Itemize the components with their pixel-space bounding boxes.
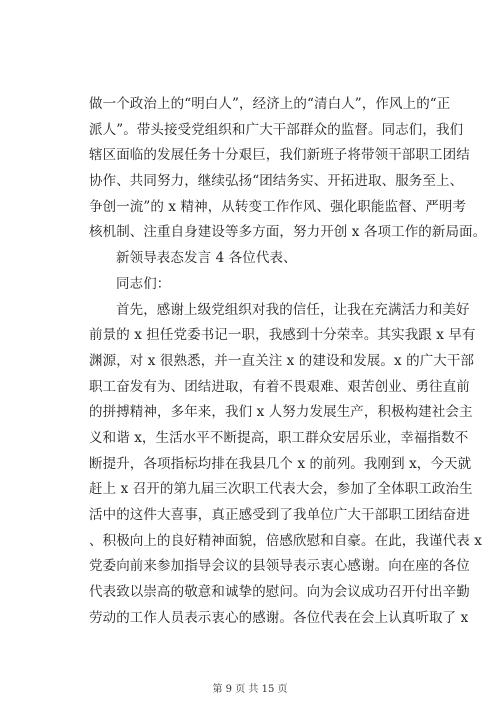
- text-line: 派人”。带头接受党组织和广大干部群众的监督。同志们，我们: [89, 121, 464, 138]
- text-line: 、积极向上的良好精神面貌，倍感欣慰和自豪。在此，我谨代表 x: [89, 532, 482, 549]
- text-line: 职工奋发有为、团结进取，有着不畏艰难、艰苦创业、勇往直前: [89, 378, 470, 395]
- text-line: 义和谐 x，生活水平不断提高，职工群众安居乐业，幸福指数不: [89, 429, 469, 446]
- text-line: 党委向前来参加指导会议的县领导表示衷心感谢。向在座的各位: [89, 558, 470, 575]
- text-line: 核机制、注重自身建设等多方面，努力开创 x 各项工作的新局面。: [89, 224, 487, 241]
- text-line: 赶上 x 召开的第九届三次职工代表大会，参加了全体职工政治生: [89, 481, 473, 498]
- text-line: 渊源，对 x 很熟悉，并一直关注 x 的建设和发展。x 的广大干部: [89, 352, 475, 369]
- text-line: 协作、共同努力，继续弘扬“团结务实、开拓进取、服务至上、: [89, 173, 464, 190]
- document-body: [89, 92, 487, 631]
- text-line: 新领导表态发言 4 各位代表、: [116, 250, 297, 267]
- text-line: 同志们：: [116, 275, 171, 292]
- text-line: 的拼搏精神，多年来，我们 x 人努力发展生产，积极构建社会主: [89, 404, 473, 421]
- text-line: 断提升，各项指标均排在我县几个 x 的前列。我刚到 x，今天就: [89, 455, 472, 472]
- text-line: 活中的这件大喜事，真正感受到了我单位广大干部职工团结奋进: [89, 507, 470, 523]
- text-line: 首先，感谢上级党组织对我的信任，让我在充满活力和美好: [116, 301, 470, 318]
- text-line: 代表致以崇高的敬意和诚挚的慰问。向为会议成功召开付出辛勤: [89, 584, 470, 601]
- text-line: 前景的 x 担任党委书记一职，我感到十分荣幸。其实我跟 x 早有: [89, 327, 476, 344]
- text-line: 劳动的工作人员表示衷心的感谢。各位代表在会上认真听取了 x: [89, 609, 469, 626]
- text-line: 辖区面临的发展任务十分艰巨，我们新班子将带领干部职工团结: [89, 147, 470, 164]
- page-number-footer: 第 9 页 共 15 页: [212, 684, 288, 695]
- text-line: 做一个政治上的“明白人”，经济上的“清白人”，作风上的“正: [89, 96, 451, 112]
- text-line: 争创一流”的 x 精神，从转变工作作风、强化职能监督、严明考: [89, 198, 467, 215]
